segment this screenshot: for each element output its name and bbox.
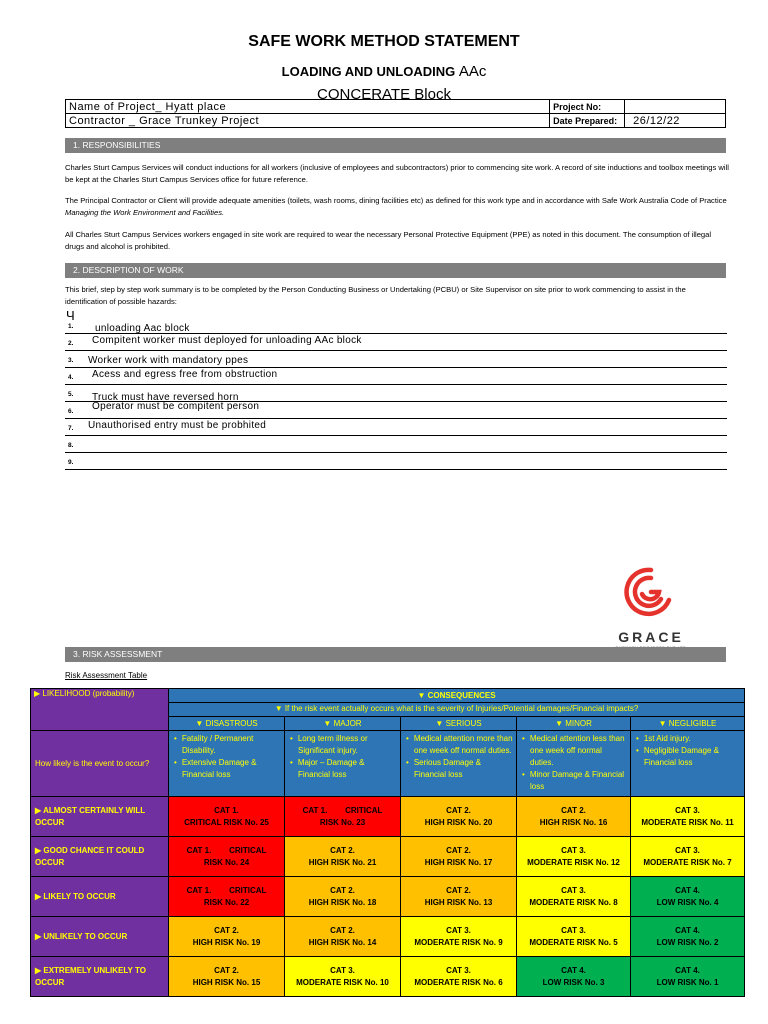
- consequence-item: • Serious Damage & Financial loss: [414, 757, 513, 781]
- risk-category: CAT 3.: [446, 965, 471, 975]
- risk-category: CAT 3.: [561, 885, 586, 895]
- risk-cell: [517, 957, 631, 997]
- responsibilities-p3: All Charles Sturt Campus Services workers engaged in site work are required to wear the necessary Personal Protective Equipment (PPE) as noted in this document. The consumption of illegal drugs and alcohol is prohibited.: [65, 230, 712, 251]
- risk-rating: HIGH RISK No. 17: [424, 857, 493, 867]
- risk-category: CAT 2.: [446, 885, 471, 895]
- risk-table-title: Risk Assessment Table: [65, 671, 148, 680]
- document-subtitle-block: CONCERATE Block: [317, 86, 451, 103]
- risk-cell: [169, 917, 285, 957]
- consequences-header: [169, 689, 745, 717]
- risk-category: CAT 3.: [446, 925, 471, 935]
- risk-category: CAT 4.: [561, 965, 586, 975]
- risk-rating: HIGH RISK No. 18: [308, 897, 377, 907]
- likelihood-label: ▶ UNLIKELY TO OCCUR: [31, 917, 169, 957]
- risk-cell: [517, 797, 631, 837]
- grace-logo-icon: [611, 566, 691, 624]
- consequence-item: • Long term illness or Significant injury.: [298, 733, 397, 757]
- grace-logo: [611, 566, 691, 650]
- risk-category: CAT 3.: [675, 845, 700, 855]
- risk-rating: LOW RISK No. 1: [656, 977, 719, 987]
- project-no-value: [625, 100, 726, 114]
- risk-category: CAT 2.: [330, 925, 355, 935]
- risk-category: CAT 1. CRITICAL: [302, 805, 383, 815]
- risk-cell: [401, 957, 517, 997]
- risk-category: CAT 2.: [446, 805, 471, 815]
- logo-name: GRACE: [618, 629, 684, 645]
- risk-row: [31, 957, 745, 997]
- risk-rating: MODERATE RISK No. 8: [529, 897, 618, 907]
- risk-cell: [631, 957, 745, 997]
- risk-rating: RISK No. 23: [319, 817, 366, 827]
- work-step-row: [65, 435, 727, 453]
- risk-category: CAT 1.: [214, 805, 239, 815]
- risk-cell: [285, 877, 401, 917]
- consequences-question: ▼ If the risk event actually occurs what is the severity of Injuries/Potential damages/Financial impacts?: [169, 702, 744, 713]
- work-step-number: 6.: [68, 408, 74, 415]
- risk-cell: [401, 877, 517, 917]
- risk-cell: [517, 917, 631, 957]
- risk-category: CAT 4.: [675, 925, 700, 935]
- project-name: Name of Project_ Hyatt place: [66, 100, 550, 114]
- likelihood-label: ▶ EXTREMELY UNLIKELY TO OCCUR: [31, 957, 169, 997]
- likelihood-label: ▶ ALMOST CERTAINLY WILL OCCUR: [31, 797, 169, 837]
- risk-cell: [401, 917, 517, 957]
- risk-cell: [285, 797, 401, 837]
- risk-rating: HIGH RISK No. 14: [308, 937, 377, 947]
- consequences-label: ▼ CONSEQUENCES: [417, 691, 496, 700]
- consequence-item: • Negligible Damage & Financial loss: [644, 745, 741, 769]
- work-step-number: 5.: [68, 391, 74, 398]
- risk-cell: [169, 957, 285, 997]
- consequence-item: • Major – Damage & Financial loss: [298, 757, 397, 781]
- risk-category: CAT 4.: [675, 885, 700, 895]
- work-step-text: Worker work with mandatory ppes: [88, 355, 249, 366]
- work-step-text: Acess and egress free from obstruction: [92, 369, 278, 380]
- risk-rating: MODERATE RISK No. 9: [414, 937, 503, 947]
- likelihood-label: ▶ GOOD CHANCE IT COULD OCCUR: [31, 837, 169, 877]
- work-step-number: 3.: [68, 357, 74, 364]
- likelihood-label: ▶ LIKELY TO OCCUR: [31, 877, 169, 917]
- risk-rating: LOW RISK No. 3: [542, 977, 605, 987]
- consequence-item: • Extensive Damage & Financial loss: [182, 757, 281, 781]
- consequence-description: [285, 731, 401, 797]
- risk-rating: MODERATE RISK No. 12: [527, 857, 620, 867]
- contractor: Contractor _ Grace Trunkey Project: [66, 114, 550, 128]
- consequence-column-header: ▼ MAJOR: [285, 717, 401, 731]
- description-intro: This brief, step by step work summary is to be completed by the Person Conducting Business or Undertaking (PCBU) or Site Supervisor on site prior to work commencing to assist in the identification of possible hazards:: [65, 285, 686, 306]
- risk-cell: [631, 877, 745, 917]
- responsibilities-p1: Charles Sturt Campus Services will conduct inductions for all workers (inclusive of employees and subcontractors) prior to commencing site work. A record of site inductions and toolbox meetings will be kept at the Charles Sturt Campus Services office for future reference.: [65, 163, 729, 184]
- risk-cell: [631, 797, 745, 837]
- risk-category: CAT 3.: [561, 925, 586, 935]
- subtitle-aac: AAc: [458, 63, 487, 80]
- consequence-item: • Fatality / Permanent Disability.: [182, 733, 281, 757]
- work-step-text: Operator must be compitent person: [92, 401, 260, 412]
- consequence-description: [401, 731, 517, 797]
- risk-row: [31, 917, 745, 957]
- risk-cell: [631, 917, 745, 957]
- work-step-text: Compitent worker must deployed for unloading AAc block: [92, 335, 362, 346]
- responsibilities-p2: [65, 195, 729, 219]
- risk-category: CAT 3.: [675, 805, 700, 815]
- risk-rating: HIGH RISK No. 13: [424, 897, 493, 907]
- risk-cell: [169, 797, 285, 837]
- consequence-column-header: ▼ NEGLIGIBLE: [631, 717, 745, 731]
- risk-row: [31, 837, 745, 877]
- date-value: 26/12/22: [625, 114, 726, 128]
- work-step-number: 8.: [68, 442, 74, 449]
- risk-category: CAT 2.: [561, 805, 586, 815]
- risk-cell: [517, 837, 631, 877]
- risk-category: CAT 4.: [675, 965, 700, 975]
- risk-assessment-table: [30, 688, 745, 997]
- risk-rating: HIGH RISK No. 20: [424, 817, 493, 827]
- risk-rating: LOW RISK No. 4: [656, 897, 719, 907]
- risk-rating: HIGH RISK No. 21: [308, 857, 377, 867]
- document-subtitle: [0, 63, 768, 80]
- work-step-row: [65, 452, 727, 470]
- work-step-number: 7.: [68, 425, 74, 432]
- risk-cell: [169, 837, 285, 877]
- consequence-column-header: ▼ MINOR: [517, 717, 631, 731]
- risk-rating: MODERATE RISK No. 10: [296, 977, 389, 987]
- risk-cell: [517, 877, 631, 917]
- consequence-description: [169, 731, 285, 797]
- work-step-text: Truck must have reversed horn: [92, 392, 239, 403]
- risk-rating: MODERATE RISK No. 5: [529, 937, 618, 947]
- risk-cell: [631, 837, 745, 877]
- work-step-number: 9.: [68, 459, 74, 466]
- risk-rating: MODERATE RISK No. 11: [641, 817, 734, 827]
- risk-rating: HIGH RISK No. 16: [539, 817, 608, 827]
- risk-category: CAT 2.: [214, 925, 239, 935]
- work-step-number: 4.: [68, 374, 74, 381]
- risk-cell: [285, 957, 401, 997]
- risk-row: [31, 877, 745, 917]
- consequence-item: • Medical attention less than one week off normal duties.: [530, 733, 627, 769]
- risk-category: CAT 1. CRITICAL: [186, 845, 267, 855]
- likelihood-header: ▶ LIKELIHOOD (probability): [31, 689, 169, 731]
- risk-category: CAT 3.: [330, 965, 355, 975]
- risk-rating: CRITICAL RISK No. 25: [184, 817, 269, 827]
- work-step-text: Unauthorised entry must be probhited: [88, 420, 267, 431]
- consequence-item: • Minor Damage & Financial loss: [530, 769, 627, 793]
- risk-cell: [169, 877, 285, 917]
- risk-cell: [401, 837, 517, 877]
- work-step-text: unloading Aac block: [95, 323, 190, 334]
- risk-cell: [401, 797, 517, 837]
- responsibilities-heading: 1. RESPONSIBILITIES: [65, 138, 726, 153]
- project-no-label: Project No:: [550, 100, 625, 114]
- risk-category: CAT 2.: [214, 965, 239, 975]
- subtitle-main: LOADING AND UNLOADING: [281, 64, 456, 79]
- consequence-column-header: ▼ DISASTROUS: [169, 717, 285, 731]
- risk-rating: MODERATE RISK No. 7: [643, 857, 732, 867]
- risk-category: CAT 2.: [330, 885, 355, 895]
- how-likely-label: How likely is the event to occur?: [31, 731, 169, 797]
- risk-rating: RISK No. 22: [203, 897, 250, 907]
- risk-rating: LOW RISK No. 2: [656, 937, 719, 947]
- risk-category: CAT 3.: [561, 845, 586, 855]
- work-step-number: 2.: [68, 340, 74, 347]
- risk-category: CAT 2.: [330, 845, 355, 855]
- risk-rating: HIGH RISK No. 15: [192, 977, 261, 987]
- risk-rating: RISK No. 24: [203, 857, 250, 867]
- document-title: SAFE WORK METHOD STATEMENT: [248, 33, 520, 50]
- risk-row: [31, 797, 745, 837]
- project-header-table: [65, 99, 726, 128]
- cursor-mark: Ч: [66, 308, 75, 323]
- description-heading: 2. DESCRIPTION OF WORK: [65, 263, 726, 278]
- risk-rating: MODERATE RISK No. 6: [414, 977, 503, 987]
- risk-rating: HIGH RISK No. 19: [192, 937, 261, 947]
- consequence-item: • Medical attention more than one week off normal duties.: [414, 733, 513, 757]
- risk-category: CAT 1. CRITICAL: [186, 885, 267, 895]
- responsibilities-p2-text: The Principal Contractor or Client will provide adequate amenities (toilets, wash rooms, dining facilities etc) as defined for this work type and in accordance with Safe Work Australia Code of Practice: [65, 196, 727, 205]
- consequence-item: • 1st Aid injury.: [644, 733, 741, 745]
- risk-cell: [285, 837, 401, 877]
- risk-cell: [285, 917, 401, 957]
- consequence-column-header: ▼ SERIOUS: [401, 717, 517, 731]
- risk-category: CAT 2.: [446, 845, 471, 855]
- consequence-description: [517, 731, 631, 797]
- date-label: Date Prepared:: [550, 114, 625, 128]
- consequence-description: [631, 731, 745, 797]
- code-of-practice-title: Managing the Work Environment and Facilities.: [65, 208, 225, 217]
- risk-heading: 3. RISK ASSESSMENT: [65, 647, 726, 662]
- work-step-number: 1.: [68, 323, 74, 330]
